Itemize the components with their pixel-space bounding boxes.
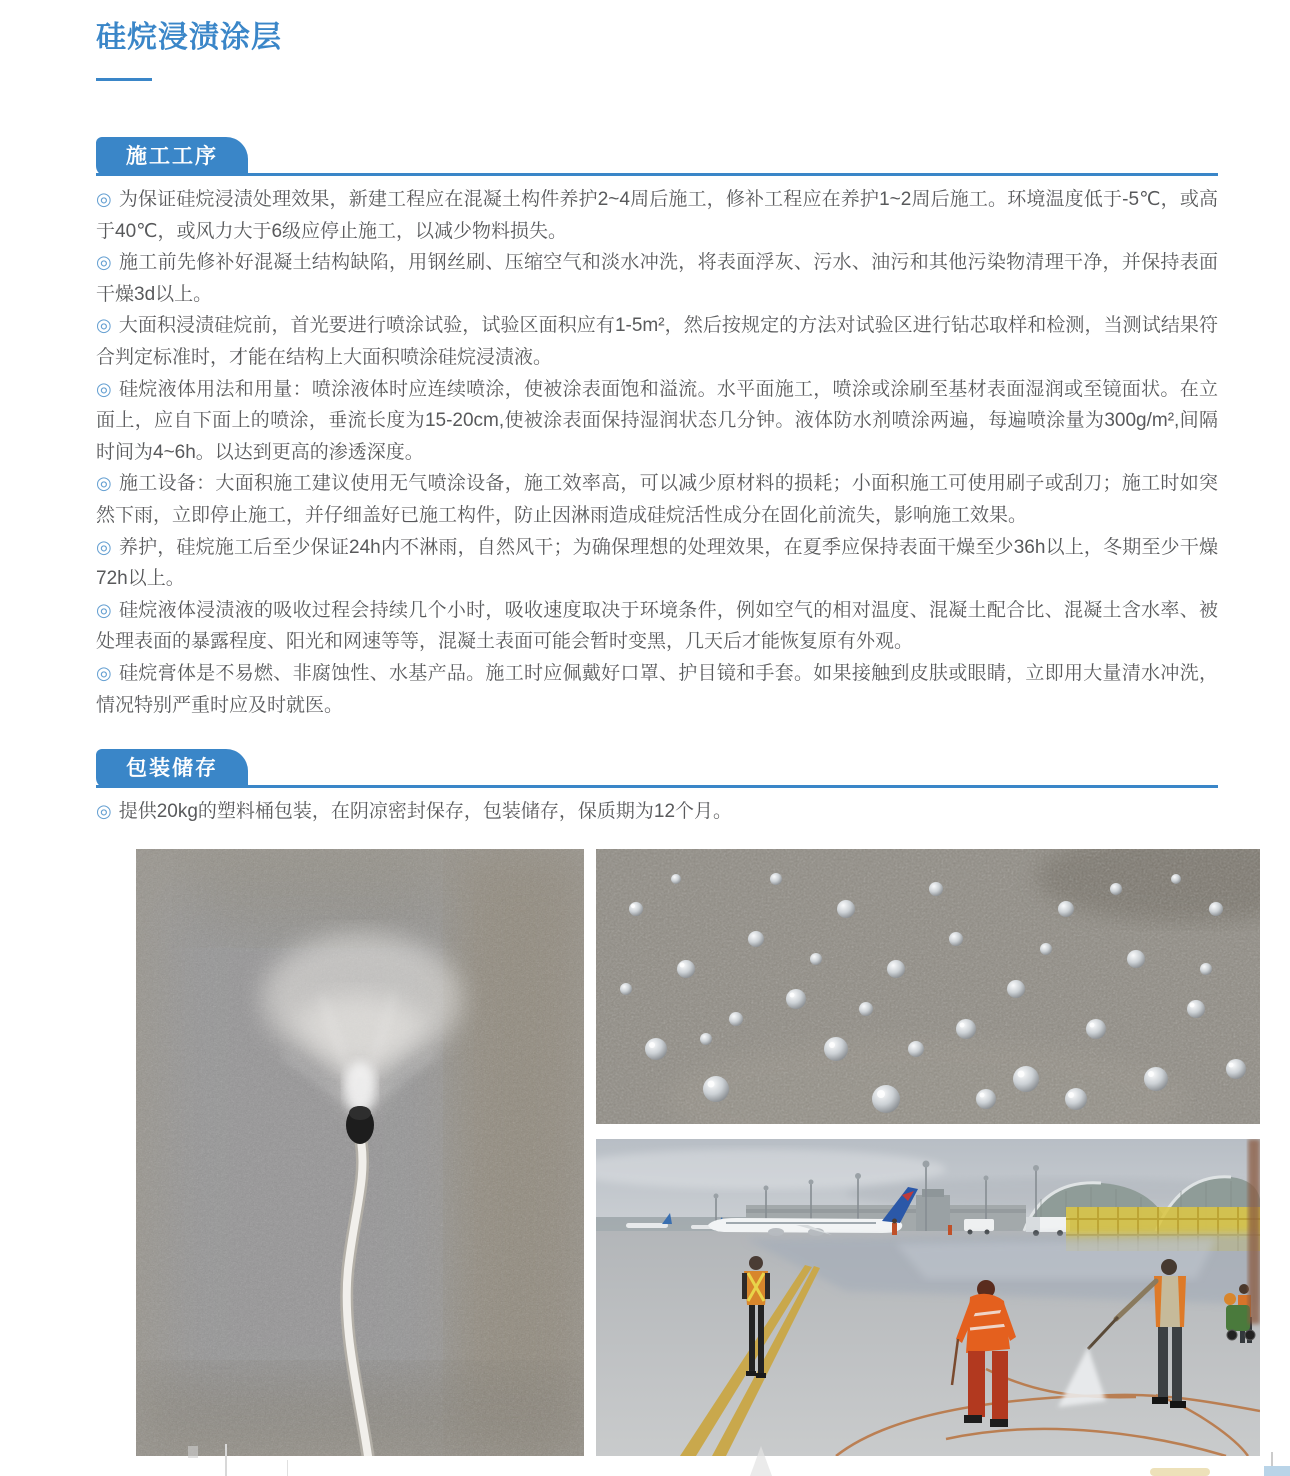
title-underline [96,78,152,81]
faint-watermark-line-2 [287,1460,288,1476]
bullet-text: 硅烷液体浸渍液的吸收过程会持续几个小时，吸收速度取决于环境条件，例如空气的相对温度、混凝土配合比、混凝土含水率、被处理表面的暴露程度、阳光和网速等等，混凝土表面可能会暂时变黑，几天后才能恢复原有外观。 [96,599,1218,653]
foreground-pole [1248,1139,1260,1324]
bullet-icon: ◎ [96,536,112,557]
bullet-icon: ◎ [96,252,112,273]
bullet-text: 大面积浸渍硅烷前，首光要进行喷涂试验，试验区面积应有1-5m²，然后按规定的方法对试验区进行钻芯取样和检测，当测试结果符合判定标准时，才能在结构上大面积喷涂硅烷浸渍液。 [96,315,1218,368]
faint-watermark-blue-strip [1264,1466,1290,1476]
document-content [96,0,1218,828]
bullet-text: 提供20kg的塑料桶包装，在阴凉密封保存，包装储存，保质期为12个月。 [118,801,733,823]
bullet-item [96,468,1218,531]
bullet-icon: ◎ [96,315,112,336]
bullet-icon: ◎ [96,189,112,209]
bullet-text: 硅烷膏体是不易燃、非腐蚀性、水基产品。施工时应佩戴好口罩、护目镜和手套。如果接触到皮肤或眼睛，立即用大量清水冲洗，情况特别严重时应及时就医。 [96,662,1218,716]
bullet-icon: ◎ [96,662,112,683]
bullet-item [96,532,1218,595]
section-badge-construction: 施工工序 [96,137,248,176]
bullet-icon: ◎ [96,801,112,822]
section-badge-packaging: 包装储存 [96,749,248,788]
bullet-item [96,658,1218,721]
bullet-text: 施工设备：大面积施工建议使用无气喷涂设备，施工效率高，可以减少原材料的损耗；小面积施工可使用刷子或刮刀；施工时如突然下雨，立即停止施工，并仔细盖好已施工构件，防止因淋雨造成硅烷活性成分在固化前流失，影响施工效果。 [96,473,1218,526]
photo-water-beads [596,849,1260,1124]
spray-nozzle [346,1106,374,1144]
bullet-item [96,595,1218,658]
bullet-item [96,247,1218,310]
bullet-item [96,310,1218,373]
construction-bullet-list [96,184,1218,721]
bullet-item [96,374,1218,469]
photo-wall-spray [136,849,584,1456]
packaging-bullet-list [96,796,1218,828]
bullet-item [96,796,1218,828]
faint-watermark-line-3 [1271,1452,1273,1476]
bullet-text: 养护，硅烷施工后至少保证24h内不淋雨，自然风干；为确保理想的处理效果，在夏季应保持表面干燥至少36h以上，冬期至少干燥72h以上。 [96,536,1218,590]
bullet-icon: ◎ [96,378,112,399]
bullet-icon: ◎ [96,473,112,494]
bullet-text: 施工前先修补好混凝土结构缺陷，用钢丝刷、压缩空气和淡水冲洗，将表面浮灰、污水、油污和其他污染物清理干净，并保持表面干燥3d以上。 [96,252,1218,305]
section-header-construction [96,137,1218,176]
bullet-text: 硅烷液体用法和用量：喷涂液体时应连续喷涂，使被涂表面饱和溢流。水平面施工，喷涂或涂刷至基材表面湿润或至镜面状。在立面上，应自下面上的喷涂，垂流长度为15-20cm,使被涂表面保持湿润状态几分钟。液体防水剂喷涂两遍，每遍喷涂量为300g/m²,间隔时间为4~6h。以达到更高的渗透深度。 [96,378,1218,463]
section-header-packaging [96,749,1218,788]
page-title: 硅烷浸渍涂层 [96,21,282,54]
bullet-text: 为保证硅烷浸渍处理效果，新建工程应在混凝土构件养护2~4周后施工，修补工程应在养护1~2周后施工。环境温度低于-5℃，或高于40℃，或风力大于6级应停止施工，以减少物料损失。 [96,189,1218,242]
photo-airport-application [596,1139,1260,1456]
bullet-icon: ◎ [96,599,112,620]
bullet-item [96,184,1218,247]
faint-watermark-yellow [1150,1468,1210,1476]
